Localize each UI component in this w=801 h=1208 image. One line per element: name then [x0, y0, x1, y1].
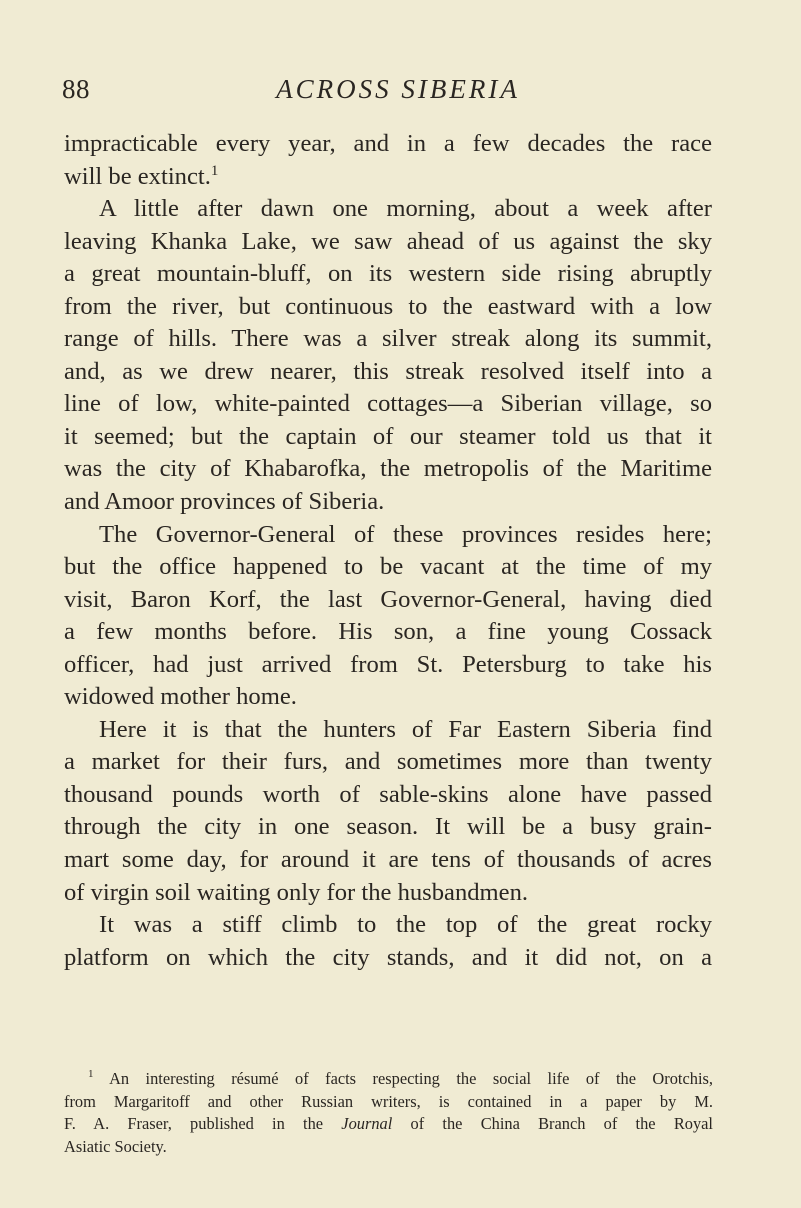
- footnote-line: [64, 1113, 713, 1136]
- footnote: [64, 1068, 713, 1158]
- running-head: ACROSS SIBERIA: [276, 74, 520, 104]
- page-header: [62, 74, 734, 110]
- text-line: a market for their furs, and sometimes more than twenty: [64, 748, 712, 776]
- text-line: A little after dawn one morning, about a week after: [99, 195, 712, 223]
- text-line: it seemed; but the captain of our steamer told us that it: [64, 422, 712, 450]
- text-line-content: will be extinct.: [64, 162, 211, 190]
- text-line: of virgin soil waiting only for the husbandmen.: [64, 878, 529, 906]
- text-line: Here it is that the hunters of Far Eastern Siberia find: [99, 715, 712, 743]
- footnote-marker: 1: [88, 1068, 94, 1080]
- text-line: but the office happened to be vacant at the time of my: [64, 553, 712, 581]
- text-line: range of hills. There was a silver streak along its summit,: [64, 325, 712, 353]
- text-line: a few months before. His son, a fine young Cossack: [64, 618, 712, 646]
- text-line: thousand pounds worth of sable-skins alone have passed: [64, 780, 712, 808]
- footnote-line: from Margaritoff and other Russian writers, is contained in a paper by M.: [64, 1091, 713, 1111]
- footnote-line: [64, 1068, 713, 1091]
- footnote-text: of the China Branch of the Royal: [392, 1114, 713, 1133]
- text-line: visit, Baron Korf, the last Governor-General, having died: [64, 585, 712, 613]
- footnote-line: Asiatic Society.: [64, 1136, 167, 1156]
- body-text: [64, 128, 712, 974]
- text-line: leaving Khanka Lake, we saw ahead of us against the sky: [64, 227, 712, 255]
- text-line: The Governor-General of these provinces resides here;: [99, 520, 712, 548]
- text-line: was the city of Khabarofka, the metropolis of the Maritime: [64, 455, 712, 483]
- footnote-text: F. A. Fraser, published in the: [64, 1114, 342, 1133]
- page-number: 88: [62, 74, 90, 104]
- text-line: mart some day, for around it are tens of thousands of acres: [64, 846, 712, 874]
- text-line: from the river, but continuous to the eastward with a low: [64, 292, 712, 320]
- text-line: officer, had just arrived from St. Petersburg to take his: [64, 650, 712, 678]
- text-line: It was a stiff climb to the top of the great rocky: [99, 911, 712, 939]
- footnote-text: An interesting résumé of facts respecting the social life of the Orotchis,: [109, 1069, 713, 1088]
- text-line: impracticable every year, and in a few decades the race: [64, 130, 712, 157]
- text-line: [64, 161, 712, 194]
- text-line: through the city in one season. It will be a busy grain-: [64, 813, 712, 841]
- text-line: line of low, white-painted cottages—a Siberian village, so: [64, 390, 712, 418]
- text-line: a great mountain-bluff, on its western side rising abruptly: [64, 260, 712, 288]
- footnote-ref: 1: [210, 162, 219, 179]
- text-line: platform on which the city stands, and it did not, on a: [64, 943, 712, 971]
- text-line: widowed mother home.: [64, 683, 297, 711]
- text-line: and Amoor provinces of Siberia.: [64, 488, 385, 516]
- journal-title: Journal: [341, 1114, 393, 1133]
- text-line: and, as we drew nearer, this streak resolved itself into a: [64, 357, 712, 385]
